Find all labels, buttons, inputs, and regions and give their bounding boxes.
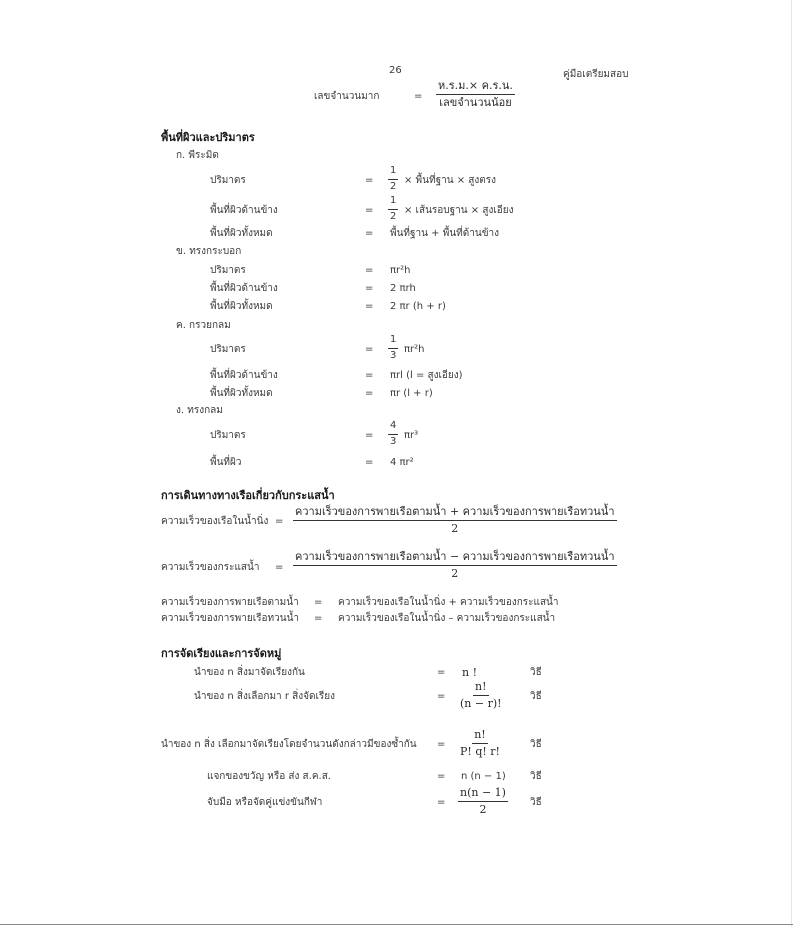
row-value: 2 πrh <box>390 283 416 294</box>
fraction <box>388 335 398 361</box>
equals-sign: = <box>365 265 374 276</box>
fraction <box>293 551 617 579</box>
denominator: เลขจำนวนน้อย <box>439 95 512 109</box>
subsection-title: ค. กรวยกลม <box>176 320 231 331</box>
equals-sign: = <box>437 739 446 750</box>
row-label: ปริมาตร <box>210 430 246 441</box>
row-label: ความเร็วของเรือในน้ำนิ่ง <box>161 516 269 527</box>
fraction <box>388 196 398 222</box>
equals-sign: = <box>365 344 374 355</box>
equals-sign: = <box>365 430 374 441</box>
denominator: 3 <box>390 349 397 361</box>
unit-label: วิธี <box>530 797 542 808</box>
equals-sign: = <box>365 175 374 186</box>
numerator: 1 <box>388 335 398 349</box>
numerator: ความเร็วของการพายเรือตามน้ำ + ความเร็วของการพายเรือทวนน้ำ <box>293 506 617 521</box>
row-label: พื้นที่ผิวทั้งหมด <box>210 228 273 239</box>
row-value: πrl (l = สูงเอียง) <box>390 370 463 381</box>
equals-sign: = <box>314 597 323 608</box>
numerator: n(n − 1) <box>458 787 508 802</box>
equals-sign: = <box>275 562 284 573</box>
unit-label: วิธี <box>530 691 542 702</box>
numerator: ความเร็วของการพายเรือตามน้ำ − ความเร็วของการพายเรือทวนน้ำ <box>293 551 617 566</box>
row-value: ความเร็วของเรือในน้ำนิ่ง – ความเร็วของกระแสน้ำ <box>338 613 556 624</box>
equals-sign: = <box>365 205 374 216</box>
row-label: ความเร็วของกระแสน้ำ <box>161 562 260 573</box>
row-label: ปริมาตร <box>210 265 246 276</box>
denominator: 3 <box>390 435 397 447</box>
denominator: P! q! r! <box>460 744 500 758</box>
subsection-title: ข. ทรงกระบอก <box>176 246 242 257</box>
unit-label: วิธี <box>530 667 542 678</box>
fraction <box>460 681 502 709</box>
row-value: × พื้นที่ฐาน × สูงตรง <box>404 175 497 186</box>
row-label: แจกของขวัญ หรือ ส่ง ส.ค.ส. <box>207 771 331 782</box>
numerator: n! <box>473 681 489 696</box>
page-number: 26 <box>389 65 402 76</box>
fraction <box>293 506 617 534</box>
denominator: 2 <box>451 566 459 580</box>
equals-sign: = <box>414 91 423 102</box>
row-value: πr²h <box>404 344 425 355</box>
page-edge <box>791 0 792 927</box>
denominator: 2 <box>451 521 459 535</box>
row-label: พื้นที่ผิวด้านข้าง <box>210 205 278 216</box>
equals-sign: = <box>437 797 446 808</box>
equals-sign: = <box>365 457 374 468</box>
row-label: พื้นที่ผิวทั้งหมด <box>210 301 273 312</box>
row-label: ความเร็วของการพายเรือตามน้ำ <box>161 597 299 608</box>
equals-sign: = <box>365 228 374 239</box>
denominator: (n − r)! <box>460 696 502 710</box>
equals-sign: = <box>365 388 374 399</box>
denominator: 2 <box>390 180 397 192</box>
numerator: n! <box>472 729 488 744</box>
row-value: πr³ <box>404 430 419 441</box>
fraction <box>460 729 500 757</box>
row-label: ความเร็วของการพายเรือทวนน้ำ <box>161 613 300 624</box>
row-label: พื้นที่ผิวด้านข้าง <box>210 283 278 294</box>
unit-label: วิธี <box>530 771 542 782</box>
row-label: พื้นที่ผิว <box>210 457 242 468</box>
unit-label: วิธี <box>530 739 542 750</box>
row-value: × เส้นรอบฐาน × สูงเอียง <box>404 205 514 216</box>
numerator: 4 <box>388 421 398 435</box>
formula-label: เลขจำนวนมาก <box>314 91 380 102</box>
denominator: 2 <box>390 210 397 222</box>
numerator: 1 <box>388 196 398 210</box>
row-label: จับมือ หรือจัดคู่แข่งขันกีฬา <box>207 797 323 808</box>
section-heading: การเดินทางทางเรือเกี่ยวกับกระแสน้ำ <box>161 489 335 502</box>
fraction <box>436 80 515 108</box>
equals-sign: = <box>437 771 446 782</box>
row-value: n ! <box>462 666 478 679</box>
denominator: 2 <box>479 802 487 816</box>
row-label: พื้นที่ผิวด้านข้าง <box>210 370 278 381</box>
fraction <box>388 166 398 192</box>
row-value: n (n − 1) <box>461 771 506 782</box>
row-label: พื้นที่ผิวทั้งหมด <box>210 388 273 399</box>
fraction <box>388 421 398 447</box>
equals-sign: = <box>365 370 374 381</box>
equals-sign: = <box>275 516 284 527</box>
row-label: นำของ n สิ่งมาจัดเรียงกัน <box>194 667 305 678</box>
section-heading: การจัดเรียงและการจัดหมู่ <box>161 647 282 660</box>
row-value: 2 πr (h + r) <box>390 301 446 312</box>
row-label: นำของ n สิ่ง เลือกมาจัดเรียงโดยจำนวนดังกล่าวมีของซ้ำกัน <box>161 739 417 750</box>
subsection-title: ก. พีระมิด <box>176 150 219 161</box>
equals-sign: = <box>314 613 323 624</box>
row-value: พื้นที่ฐาน + พื้นที่ด้านข้าง <box>390 228 500 239</box>
running-title: คู่มือเตรียมสอบ <box>563 69 629 80</box>
numerator: ห.ร.ม.× ค.ร.น. <box>436 80 515 95</box>
equals-sign: = <box>365 301 374 312</box>
equals-sign: = <box>437 667 446 678</box>
row-value: 4 πr² <box>390 457 414 468</box>
row-label: ปริมาตร <box>210 344 246 355</box>
equals-sign: = <box>437 691 446 702</box>
page-bottom-divider <box>0 924 793 925</box>
row-value: πr (l + r) <box>390 388 433 399</box>
subsection-title: ง. ทรงกลม <box>176 405 223 416</box>
row-label: นำของ n สิ่งเลือกมา r สิ่งจัดเรียง <box>194 691 336 702</box>
row-value: ความเร็วของเรือในน้ำนิ่ง + ความเร็วของกระแสน้ำ <box>338 597 559 608</box>
row-label: ปริมาตร <box>210 175 246 186</box>
numerator: 1 <box>388 166 398 180</box>
equals-sign: = <box>365 283 374 294</box>
row-value: πr²h <box>390 265 411 276</box>
section-heading: พื้นที่ผิวและปริมาตร <box>161 131 255 144</box>
fraction <box>458 787 508 815</box>
